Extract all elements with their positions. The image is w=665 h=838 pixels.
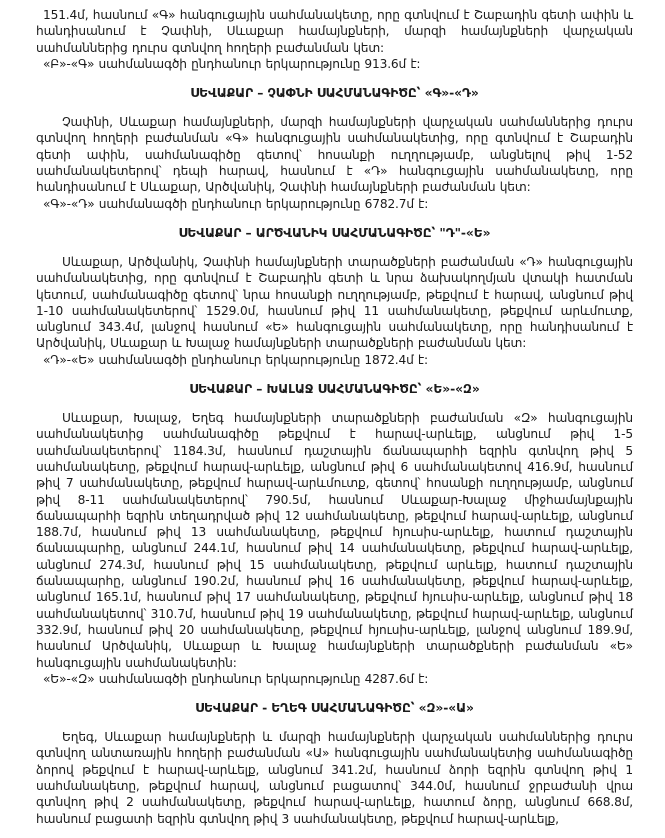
paragraph-e-z-description: Սևաքար, Խալաջ, Եղեգ համայնքների տարածքների բաժանման «Զ» հանգուցային սահմանակետից սահմանագիծը թեքվում է հարավ-արևելք, անցնում թիվ 1-5 սահմանակետերով՝ 1184.3մ, հասնում դաշտային ճանապարհի եզրին գտնվող թիվ 5 սահմանակետը, թեքվում հարավ-արևելք, անցնում թիվ 6 սահմանակետով 416.9մ, հասնում թիվ 7 սահմանակետը, թեքվում հարավ-արևմուտք, գետով՝ հոսանքի ուղղությամբ, անցնում թիվ 8-11 սահմանակետերով՝ 790.5մ, հասնում Սևաքար-Խալաջ միջհամայնքային ճանապարհի եզրին տեղադրված թիվ 12 սահմանակետը, թեքվում հարավ-արևելք, անցնում 188.7մ, հասնում թիվ 13 սահմանակետը, թեքվում հյուսիս-արևելք, հատում դաշտային ճանապարհը, անցնում 244.1մ, հասնում թիվ 14 սահմանակետը, թեքվում հարավ-արևելք, անցնում 274.3մ, հասնում թիվ 15 սահմանակետը, թեքվում արևելք, հատում դաշտային ճանապարհը, անցնում 190.2մ, հասնում թիվ 16 սահմանակետը, թեքվում հարավ-արևելք, անցնում 165.1մ, հասնում թիվ 17 սահմանակետը, թեքվում հյուսիս-արևելք, անցնում թիվ 18 սահմանակետով՝ 310.7մ, հասնում թիվ 19 սահմանակետը, թեքվում հարավ-արևելք, անցնում 332.9մ, հասնում թիվ 20 սահմանակետը, թեքվում հյուսիս-արևելք, լանջով անցնում 189.9մ, հասնում Արծվանիկ, Սևաքար և Խալաջ համայնքների տարածքների բաժանման «Ե» հանգուցային սահմանակետին: — [36, 411, 633, 670]
length-note-b-g: «Բ»-«Գ» սահմանագծի ընդհանուր երկարությունը 913.6մ է: — [43, 56, 421, 71]
paragraph-d-e-description: Սևաքար, Արծվանիկ, Չափնի համայնքների տարածքների բաժանման «Դ» հանգուցային սահմանակետից, որը գտնվում է Շաբադին գետի և նրա ձախակողմյան վտակի հատման կետում, սահմանագիծը գետով՝ նրա հոսանքի ուղղությամբ, թեքվում է հարավ, անցնում թիվ 1-10 սահմանակետերով՝ 1529.0մ, հասնում թիվ 11 սահմանակետը, թեքվում արևմուտք, անցնում 343.4մ, լանջով հասնում «Ե» հանգուցային սահմանակետը, որը հանդիսանում է Արծվանիկ, Սևաքար և Խալաջ համայնքների տարածքների բաժանման կետ: — [36, 254, 633, 351]
paragraph-g-d-description: Չափնի, Սևաքար համայնքների, մարզի համայնքների վարչական սահմաններից դուրս գտնվող հողերի բաժանման «Գ» հանգուցային սահմանակետից, որը գտնվում է Շաբադին գետի ափին, սահմանագիծը գետով՝ հոսանքի ուղղությամբ, անցնելով թիվ 1-52 սահմանակետերով՝ դեպի հարավ, հասնում է «Դ» հանգուցային սահմանակետը, որը հանդիսանում է Սևաքար, Արծվանիկ, Չափնի համայնքների բաժանման կետ: — [36, 115, 633, 195]
paragraph-z-a-description: Եղեգ, Սևաքար համայնքների և մարզի համայնքների վարչական սահմաններից դուրս գտնվող անտառային հողերի բաժանման «Ա» հանգուցային սահմանակետից սահմանագիծը ձորով թեքվում է հարավ-արևելք, անցնում 341.2մ, հասնում ձորի եզրին գտնվող թիվ 1 սահմանակետը, թեքվում հարավ, անցնում բացատով՝ 344.0մ, հասնում ջրբաժանի վրա գտնվող թիվ 2 սահմանակետը, թեքվում հարավ-արևելք, հատում ձորը, անցնում 668.8մ, հասնում բացատի եզրին գտնվող թիվ 3 սահմանակետը, թեքվում հարավ-արևելք, — [36, 730, 633, 826]
heading-sevakar-yegheg: ՍԵՎԱՔԱՐ - ԵՂԵԳ ՍԱՀՄԱՆԱԳԻԾԸ՝ «Զ»-«Ա» — [195, 701, 474, 716]
heading-sevakar-chapni: ՍԵՎԱՔԱՐ – ՉԱՓՆԻ ՍԱՀՄԱՆԱԳԻԾԸ՝ «Գ»-«Դ» — [190, 86, 479, 101]
paragraph-bg-boundary-end: 151.4մ, հասնում «Գ» հանգուցային սահմանակետը, որը գտնվում է Շաբադին գետի ափին և հանդիսանում է Չափնի, Սևաքար համայնքների, մարզի համայնքների վարչական սահմաններից դուրս գտնվող հողերի բաժանման կետ: — [36, 8, 633, 55]
length-note-e-z: «Ե»-«Զ» սահմանագծի ընդհանուր երկարությունը 4287.6մ է: — [43, 671, 429, 686]
heading-sevakar-artsvanik: ՍԵՎԱՔԱՐ – ԱՐԾՎԱՆԻԿ ՍԱՀՄԱՆԱԳԻԾԸ՝ "Դ"-«Ե» — [178, 225, 491, 240]
heading-sevakar-khalaj: ՍԵՎԱՔԱՐ – ԽԱԼԱՋ ՍԱՀՄԱՆԱԳԻԾԸ՝ «Ե»-«Զ» — [189, 382, 480, 397]
length-note-g-d: «Գ»-«Դ» սահմանագծի ընդհանուր երկարությունը 6782.7մ է: — [43, 196, 429, 211]
length-note-d-e: «Դ»-«Ե» սահմանագծի ընդհանուր երկարությունը 1872.4մ է: — [43, 352, 428, 367]
